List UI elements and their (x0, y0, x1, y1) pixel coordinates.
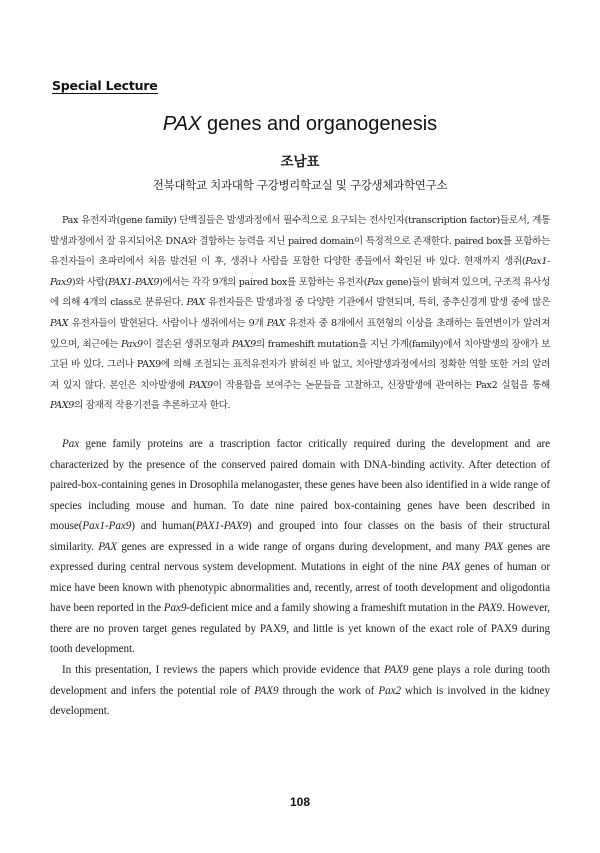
text-run: which is involved in the kidney development. (50, 684, 550, 718)
korean-abstract-paragraph (50, 211, 550, 417)
text-run: 이 결손된 생쥐모형과 (142, 338, 232, 350)
italic-gene-name: Pax9 (163, 602, 187, 615)
title-italic-part: PAX (162, 113, 202, 135)
text-run: 유전자 중 8개에서 표현형의 이상을 초래하는 돌연변이가 알려져 있으며, 최근에는 (50, 317, 550, 350)
text-run: through the work of (278, 684, 379, 697)
italic-gene-name: PAX (484, 540, 504, 553)
text-run: gene plays a role during tooth development and infers the potential role of (50, 664, 550, 697)
text-run: genes of human or mice have been known with phenotypic abnormalities and, recently, arrest of tooth development and oligodontia have been reported in the (50, 561, 550, 615)
lecture-title (0, 113, 600, 136)
text-run: Pax 유전자과(gene family) 단백질들은 발생과정에서 필수적으로 요구되는 전사인자(transcription factor)들로서, 계통발생과정에서 잘 유지되어온 DNA와 결합하는 능력을 지닌 paired domain이 특정적으로 존재한다. paired box를 포함하는 유전자들이 초파리에서 처음 발견된 이 후, 생쥐나 사람을 포함한 다양한 종들에서 확인된 바 있다. 현재까지 생쥐( (50, 215, 550, 268)
italic-gene-name: PAX9 (254, 684, 279, 697)
english-abstract (50, 434, 550, 722)
italic-gene-name: PAX9 (384, 664, 409, 677)
text-run: )에서는 각각 9개의 paired box를 포함하는 유전자( (159, 276, 368, 288)
text-run: gene family proteins are a trascription factor critically required during the development and are characterized by the presence of the conserved paired domain with DNA-binding activity. After detection of paired-box-containing genes in Drosophila melanogaster, these genes have been also identified in a wide range of species including mouse and human. To date nine paired box-containing genes have been described in mouse( (50, 438, 550, 533)
text-run: -deficient mice and a family showing a frameshift mutation in the (186, 602, 478, 615)
italic-gene-name: PAX (186, 297, 205, 309)
title-rest: genes and organogenesis (201, 113, 438, 135)
italic-gene-name: PAX9 (50, 400, 75, 412)
author-name: 조남표 (280, 154, 320, 170)
italic-gene-name: PAX1-PAX9 (108, 276, 160, 288)
italic-gene-name: PAX9 (477, 602, 502, 615)
italic-gene-name: PAX (98, 540, 118, 553)
italic-gene-name: Pax (62, 438, 80, 450)
italic-gene-name: Pax9 (120, 338, 143, 350)
text-run: ) and human( (131, 520, 196, 533)
text-run: genes are expressed during central nervous system development. Mutations in eight of the nine (50, 540, 550, 574)
author-affiliation: 전북대학교 치과대학 구강병리학교실 및 구강생체과학연구소 (152, 178, 448, 192)
italic-gene-name: Pax1-Pax9 (50, 256, 550, 288)
italic-gene-name: Pax2 (378, 684, 401, 697)
italic-gene-name: Pax (367, 276, 384, 288)
italic-gene-name: PAX1-PAX9 (195, 520, 249, 533)
text-run: 이 작용함을 보여주는 논문들을 고찰하고, 신장발생에 관여하는 Pax2 실험을 통해 (212, 379, 550, 391)
text-run: . However, there are no proven target genes regulated by PAX9, and little is yet known of the exact role of PAX9 during tooth development. (50, 602, 551, 656)
text-run: In this presentation, I reviews the papers which provide evidence that (62, 664, 385, 677)
text-run: 유전자들은 발생과정 중 다양한 기관에서 발현되며, 특히, 중추신경계 발생 중에 많은 (204, 297, 550, 309)
english-abstract-paragraph-1 (50, 434, 550, 660)
english-abstract-paragraph-2 (50, 660, 550, 722)
italic-gene-name: PAX (50, 317, 69, 329)
text-run: ) and grouped into four classes on the basis of their structural similarity. (50, 520, 550, 553)
italic-gene-name: PAX9 (188, 379, 213, 391)
italic-gene-name: Pax1-Pax9 (82, 520, 132, 533)
italic-gene-name: PAX (266, 317, 286, 329)
section-label: Special Lecture (52, 78, 158, 93)
text-run: 의 잠재적 작용기전을 추론하고자 한다. (74, 400, 231, 412)
text-run: )와 사람( (71, 276, 109, 288)
italic-gene-name: PAX (441, 561, 461, 574)
text-run: genes are expressed in a wide range of organs during development, and many (117, 540, 485, 553)
page-number: 108 (289, 795, 311, 809)
text-run: gene)들이 밝혀져 있으며, 구조적 유사성에 의해 4개의 class로 분류된다. (50, 276, 550, 309)
text-run: 의 frameshift mutation을 지닌 가계(family)에서 치아발생의 장애가 보고된 바 있다. 그러나 PAX9에 의해 조절되는 표적유전자가 밝혀진 바 없고, 치아발생과정에서의 정확한 역할 또한 거의 알려져 있지 않다. 본인은 치아발생에 (50, 338, 551, 391)
italic-gene-name: PAX9 (231, 338, 256, 350)
text-run: 유전자들이 발현된다. 사람이나 생쥐에서는 9개 (68, 317, 267, 329)
korean-abstract (50, 211, 550, 417)
